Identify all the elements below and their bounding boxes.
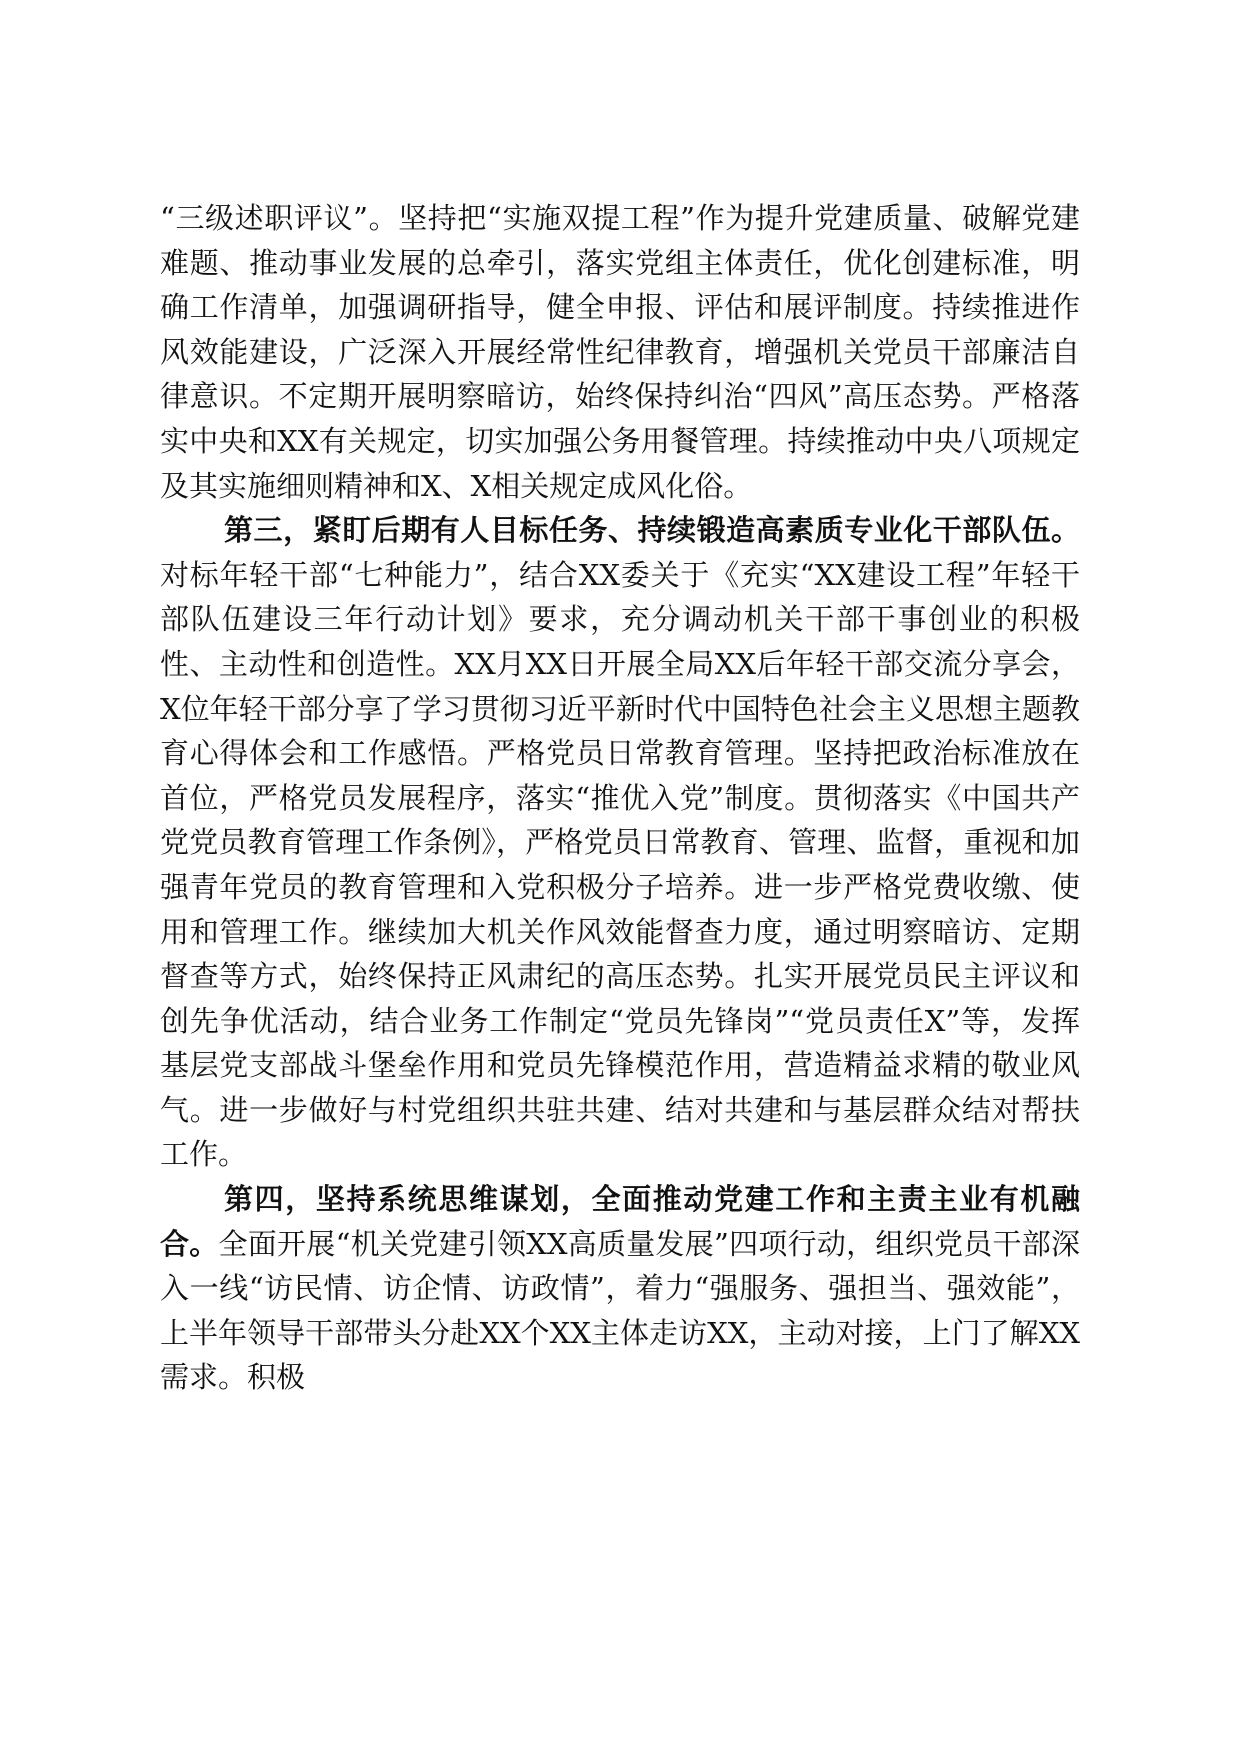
paragraph-fourth-point <box>160 1177 1080 1400</box>
paragraph-body: “三级述职评议”。坚持把“实施双提工程”作为提升党建质量、破解党建难题、推动事业发展的总牵引，落实党组主体责任，优化创建标准，明确工作清单，加强调研指导，健全申报、评估和展评制度。持续推进作风效能建设，广泛深入开展经常性纪律教育，增强机关党员干部廉洁自律意识。不定期开展明察暗访，始终保持纠治“四风”高压态势。严格落实中央和XX有关规定，切实加强公务用餐管理。持续推动中央八项规定及其实施细则精神和X、X相关规定成风化俗。 <box>160 201 1080 503</box>
paragraph-body: 对标年轻干部“七种能力”，结合XX委关于《充实“XX建设工程”年轻干部队伍建设三年行动计划》要求，充分调动机关干部干事创业的积极性、主动性和创造性。XX月XX日开展全局XX后年轻干部交流分享会，X位年轻干部分享了学习贯彻习近平新时代中国特色社会主义思想主题教育心得体会和工作感悟。严格党员日常教育管理。坚持把政治标准放在首位，严格党员发展程序，落实“推优入党”制度。贯彻落实《中国共产党党员教育管理工作条例》，严格党员日常教育、管理、监督，重视和加强青年党员的教育管理和入党积极分子培养。进一步严格党费收缴、使用和管理工作。继续加大机关作风效能督查力度，通过明察暗访、定期督查等方式，始终保持正风肃纪的高压态势。扎实开展党员民主评议和创先争优活动，结合业务工作制定“党员先锋岗”“党员责任X”等，发挥基层党支部战斗堡垒作用和党员先锋模范作用，营造精益求精的敬业风气。进一步做好与村党组织共驻共建、结对共建和与基层群众结对帮扶工作。 <box>160 557 1080 1172</box>
paragraph-body: 全面开展“机关党建引领XX高质量发展”四项行动，组织党员干部深入一线“访民情、访企情、访政情”，着力“强服务、强担当、强效能”，上半年领导干部带头分赴XX个XX主体走访XX，主动对接，上门了解XX需求。积极 <box>160 1226 1080 1395</box>
paragraph-heading: 第四，坚持系统思维谋划，全面推动党建工作和主责主业有机融合。 <box>160 1182 1080 1261</box>
paragraph-third-point <box>160 508 1080 1177</box>
paragraph-heading: 第三，紧盯后期有人目标任务、持续锻造高素质专业化干部队伍。 <box>224 513 1080 548</box>
document-page <box>160 196 1080 1400</box>
paragraph-continuation <box>160 196 1080 508</box>
